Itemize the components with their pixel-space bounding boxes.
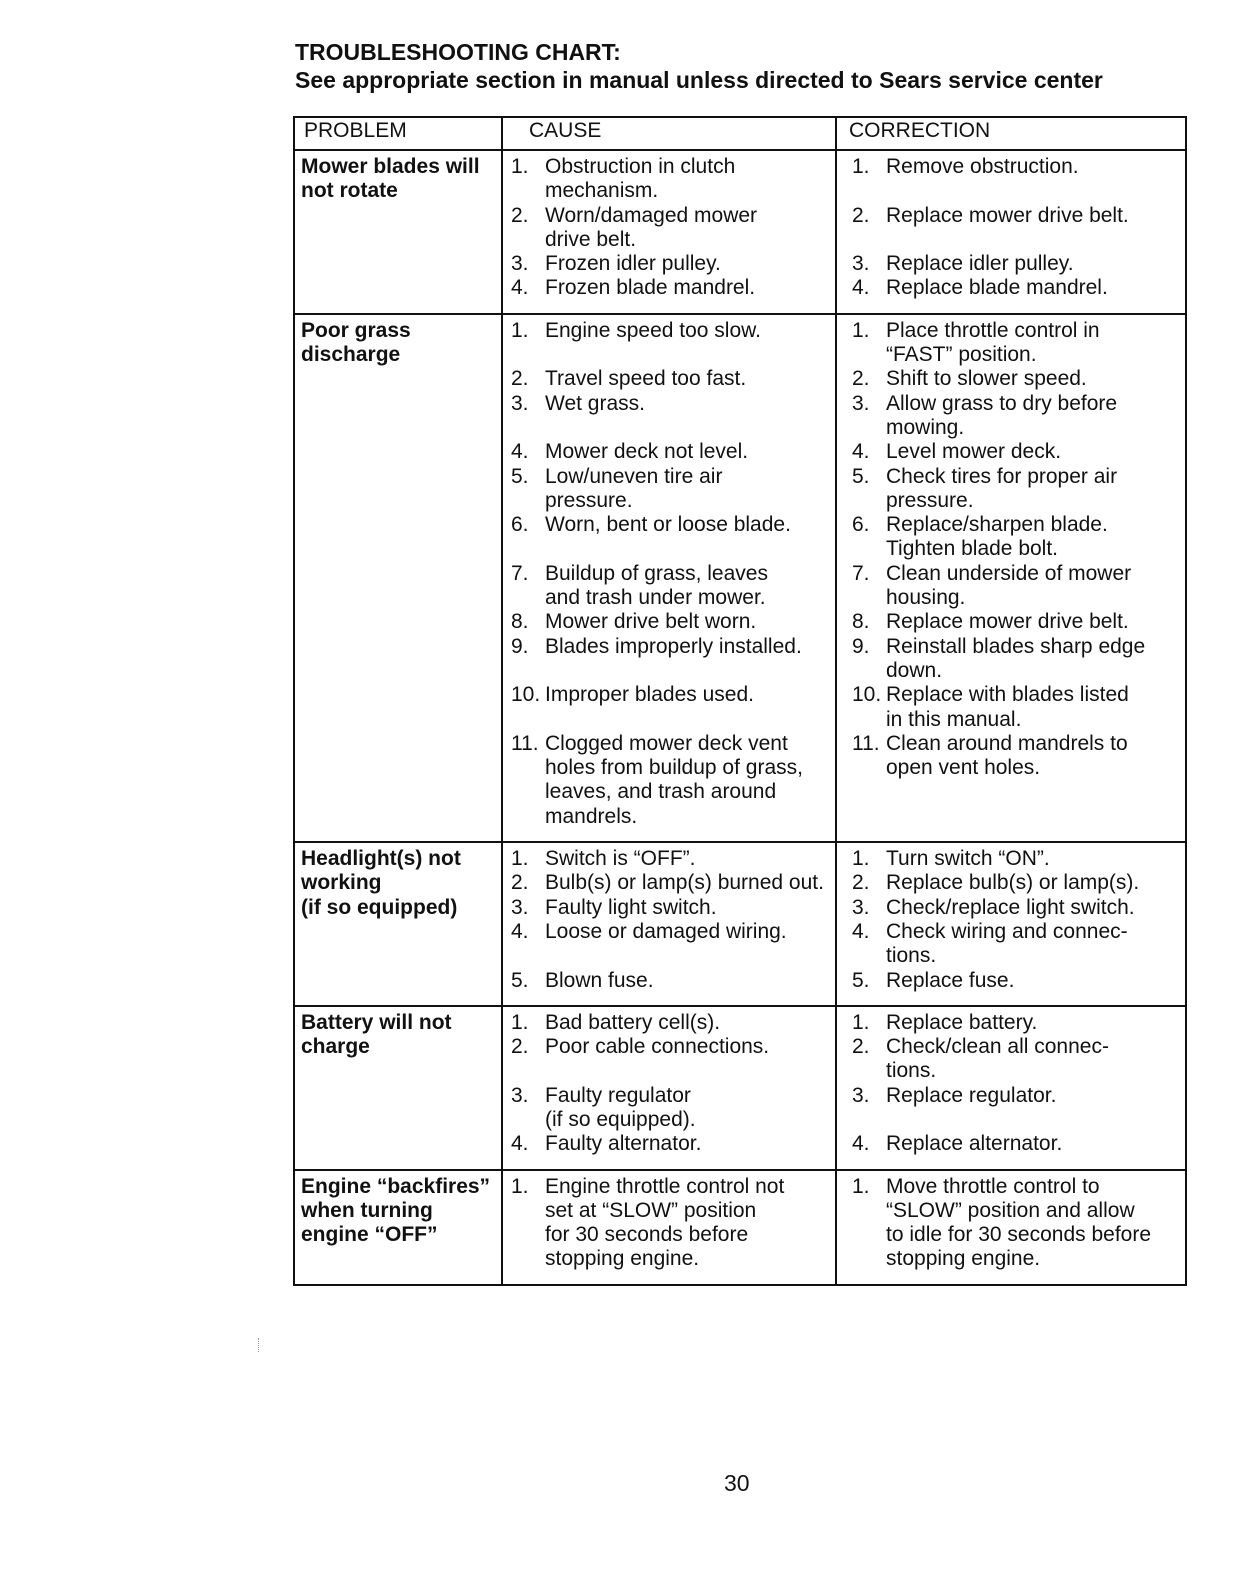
- cause-text-line: Switch is “OFF”.: [545, 847, 696, 871]
- correction-item-number: 4.: [852, 919, 870, 943]
- correction-text-line: Clean underside of mower: [886, 561, 1132, 585]
- spacer: [511, 343, 835, 367]
- cause-item-text: [545, 513, 835, 537]
- correction-item: [852, 252, 1185, 276]
- table-row: [294, 1170, 1186, 1285]
- correction-item-number: 4.: [852, 440, 870, 464]
- problem-text-line: not rotate: [301, 179, 398, 203]
- correction-item: [852, 1084, 1185, 1108]
- problem-text-line: engine “OFF”: [301, 1223, 438, 1247]
- cause-text-line: Mower drive belt worn.: [545, 610, 757, 634]
- spacer: [511, 537, 835, 561]
- correction-item-number: 1.: [852, 318, 870, 342]
- correction-item-text: [886, 920, 1185, 969]
- cause-item-number: 4.: [511, 919, 529, 943]
- correction-item-text: [886, 732, 1185, 781]
- correction-item: [852, 276, 1185, 300]
- correction-text-line: Replace regulator.: [886, 1083, 1057, 1107]
- page-number: 30: [724, 1470, 750, 1496]
- chart-header: [295, 38, 1195, 94]
- correction-text-line: tions.: [886, 944, 937, 968]
- cause-item-number: 3.: [511, 1083, 529, 1107]
- correction-item-number: 3.: [852, 391, 870, 415]
- correction-item-number: 2.: [852, 1035, 870, 1059]
- cause-item-text: [545, 1035, 835, 1059]
- cause-item: [511, 1132, 835, 1156]
- correction-item: [852, 513, 1185, 562]
- cause-item-number: 10.: [511, 683, 541, 707]
- cause-item-number: 8.: [511, 610, 529, 634]
- cause-text-line: Frozen blade mandrel.: [545, 276, 756, 300]
- cause-item: [511, 1035, 835, 1059]
- cause-item: [511, 1175, 835, 1272]
- table-row: [294, 1006, 1186, 1170]
- correction-text-line: stopping engine.: [886, 1247, 1041, 1271]
- correction-item: [852, 392, 1185, 441]
- correction-item: [852, 1132, 1185, 1156]
- correction-text-line: Replace mower drive belt.: [886, 610, 1129, 634]
- correction-text-line: Place throttle control in: [886, 318, 1100, 342]
- correction-item: [852, 204, 1185, 228]
- correction-item-text: [886, 562, 1185, 611]
- correction-item-number: 7.: [852, 561, 870, 585]
- cause-text-line: Mower deck not level.: [545, 440, 749, 464]
- cause-item-text: [545, 683, 835, 707]
- cause-item-number: 4.: [511, 440, 529, 464]
- cause-item-number: 11.: [511, 731, 539, 755]
- correction-item-text: [886, 635, 1185, 684]
- correction-item: [852, 969, 1185, 993]
- cause-item-text: [545, 252, 835, 276]
- correction-item-number: 2.: [852, 203, 870, 227]
- correction-item-text: [886, 155, 1185, 179]
- correction-text-line: down.: [886, 658, 943, 682]
- cause-item-text: [545, 732, 835, 829]
- correction-item: [852, 1175, 1185, 1272]
- table-row: [294, 314, 1186, 842]
- correction-text-line: Tighten blade bolt.: [886, 537, 1059, 561]
- cause-text-line: (if so equipped).: [545, 1107, 696, 1131]
- correction-item: [852, 319, 1185, 368]
- table-header-row: [294, 117, 1186, 150]
- cause-item-text: [545, 440, 835, 464]
- problem-cell: [294, 842, 502, 1006]
- correction-item-number: 5.: [852, 464, 870, 488]
- correction-item-number: 4.: [852, 1132, 870, 1156]
- correction-item-text: [886, 969, 1185, 993]
- cause-text-line: Frozen idler pulley.: [545, 252, 721, 276]
- spacer: [852, 179, 1185, 203]
- cause-item-number: 4.: [511, 1132, 529, 1156]
- column-header-correction: CORRECTION: [836, 117, 1186, 150]
- problem-cell: [294, 150, 502, 314]
- cause-text-line: Low/uneven tire air: [545, 464, 723, 488]
- cause-text-line: drive belt.: [545, 227, 637, 251]
- problem-text-line: (if so equipped): [301, 895, 458, 919]
- correction-text-line: open vent holes.: [886, 756, 1041, 780]
- correction-item: [852, 1035, 1185, 1084]
- correction-text-line: Replace blade mandrel.: [886, 276, 1108, 300]
- problem-text-line: when turning: [301, 1198, 433, 1222]
- correction-cell: [836, 314, 1186, 842]
- correction-text-line: Turn switch “ON”.: [886, 847, 1050, 871]
- spacer: [511, 944, 835, 968]
- cause-text-line: Travel speed too fast.: [545, 367, 747, 391]
- cause-item-number: 9.: [511, 634, 529, 658]
- correction-text-line: Replace alternator.: [886, 1132, 1063, 1156]
- problem-text-line: Poor grass: [301, 318, 411, 342]
- cause-cell: [502, 314, 836, 842]
- correction-text-line: Replace with blades listed: [886, 683, 1129, 707]
- cause-item: [511, 920, 835, 944]
- cause-item: [511, 1011, 835, 1035]
- page-title: TROUBLESHOOTING CHART:: [295, 39, 621, 65]
- cause-item-text: [545, 1175, 835, 1272]
- cause-item-number: 1.: [511, 318, 529, 342]
- cause-item-text: [545, 276, 835, 300]
- cause-item: [511, 440, 835, 464]
- correction-text-line: housing.: [886, 586, 966, 610]
- cause-item-text: [545, 1084, 835, 1133]
- cause-item: [511, 969, 835, 993]
- correction-item: [852, 732, 1185, 781]
- correction-item-text: [886, 465, 1185, 514]
- correction-text-line: in this manual.: [886, 707, 1022, 731]
- correction-item-text: [886, 610, 1185, 634]
- cause-item: [511, 513, 835, 537]
- cause-text-line: Poor cable connections.: [545, 1035, 770, 1059]
- cause-item-text: [545, 847, 835, 871]
- cause-item: [511, 319, 835, 343]
- correction-item: [852, 465, 1185, 514]
- cause-item-number: 3.: [511, 391, 529, 415]
- cause-item: [511, 252, 835, 276]
- cause-item-text: [545, 969, 835, 993]
- cause-item: [511, 610, 835, 634]
- column-header-problem: PROBLEM: [294, 117, 502, 150]
- correction-item-number: 1.: [852, 1174, 870, 1198]
- cause-cell: [502, 1006, 836, 1170]
- cause-text-line: Blades improperly installed.: [545, 634, 802, 658]
- correction-item-number: 5.: [852, 968, 870, 992]
- cause-item-number: 1.: [511, 1174, 529, 1198]
- spacer: [852, 1108, 1185, 1132]
- cause-text-line: stopping engine.: [545, 1247, 700, 1271]
- cause-item-text: [545, 392, 835, 416]
- correction-text-line: to idle for 30 seconds before: [886, 1223, 1152, 1247]
- cause-item-number: 5.: [511, 464, 529, 488]
- correction-item-text: [886, 847, 1185, 871]
- correction-item: [852, 683, 1185, 732]
- correction-item-text: [886, 871, 1185, 895]
- correction-item: [852, 920, 1185, 969]
- correction-text-line: Reinstall blades sharp edge: [886, 634, 1146, 658]
- correction-item: [852, 635, 1185, 684]
- correction-item-number: 11.: [852, 731, 880, 755]
- correction-text-line: tions.: [886, 1059, 937, 1083]
- correction-text-line: Remove obstruction.: [886, 155, 1079, 178]
- cause-item: [511, 392, 835, 416]
- cause-item-text: [545, 319, 835, 343]
- correction-item: [852, 367, 1185, 391]
- cause-text-line: Faulty alternator.: [545, 1132, 702, 1156]
- cause-item-number: 1.: [511, 847, 529, 871]
- correction-item: [852, 847, 1185, 871]
- cause-item-text: [545, 920, 835, 944]
- cause-item-number: 1.: [511, 1010, 529, 1034]
- cause-item-text: [545, 610, 835, 634]
- cause-item-number: 7.: [511, 561, 529, 585]
- cause-cell: [502, 150, 836, 314]
- correction-text-line: Check tires for proper air: [886, 464, 1118, 488]
- correction-item-number: 4.: [852, 276, 870, 300]
- correction-item-text: [886, 204, 1185, 228]
- correction-text-line: Allow grass to dry before: [886, 391, 1118, 415]
- correction-item-text: [886, 367, 1185, 391]
- correction-item-number: 3.: [852, 895, 870, 919]
- cause-text-line: Blown fuse.: [545, 968, 654, 992]
- problem-cell: [294, 314, 502, 842]
- cause-item-number: 2.: [511, 871, 529, 895]
- cause-text-line: Loose or damaged wiring.: [545, 919, 787, 943]
- correction-text-line: Replace bulb(s) or lamp(s).: [886, 871, 1140, 895]
- cause-text-line: Bad battery cell(s).: [545, 1010, 721, 1034]
- correction-item-text: [886, 896, 1185, 920]
- correction-text-line: Check/replace light switch.: [886, 895, 1135, 919]
- problem-text-line: Headlight(s) not: [301, 847, 461, 871]
- cause-text-line: mandrels.: [545, 804, 638, 828]
- correction-item-text: [886, 1084, 1185, 1108]
- correction-item-number: 1.: [852, 847, 870, 871]
- correction-item-number: 3.: [852, 252, 870, 276]
- cause-item-text: [545, 1132, 835, 1156]
- cause-item: [511, 465, 835, 514]
- correction-item-number: 1.: [852, 155, 870, 178]
- correction-item-text: [886, 513, 1185, 562]
- correction-item-text: [886, 319, 1185, 368]
- problem-text-line: Mower blades will: [301, 155, 480, 178]
- correction-cell: [836, 842, 1186, 1006]
- cause-item-text: [545, 155, 835, 204]
- cause-item-number: 2.: [511, 367, 529, 391]
- spacer: [511, 659, 835, 683]
- cause-item-number: 1.: [511, 155, 529, 178]
- correction-item-text: [886, 683, 1185, 732]
- correction-item-text: [886, 276, 1185, 300]
- cause-text-line: set at “SLOW” position: [545, 1198, 757, 1222]
- problem-cell: [294, 1170, 502, 1285]
- correction-text-line: Level mower deck.: [886, 440, 1062, 464]
- correction-item-number: 2.: [852, 871, 870, 895]
- table-row: [294, 150, 1186, 314]
- correction-cell: [836, 1006, 1186, 1170]
- correction-item-text: [886, 440, 1185, 464]
- correction-item-text: [886, 252, 1185, 276]
- cause-item-text: [545, 465, 835, 514]
- correction-item-number: 3.: [852, 1083, 870, 1107]
- cause-item-number: 6.: [511, 513, 529, 537]
- cause-text-line: Buildup of grass, leaves: [545, 561, 768, 585]
- cause-item-text: [545, 562, 835, 611]
- margin-mark: [258, 1338, 261, 1352]
- cause-text-line: Engine speed too slow.: [545, 318, 761, 342]
- correction-item-number: 10.: [852, 683, 882, 707]
- cause-text-line: Faulty light switch.: [545, 895, 717, 919]
- cause-item: [511, 367, 835, 391]
- spacer: [511, 708, 835, 732]
- cause-item: [511, 276, 835, 300]
- correction-item-text: [886, 1035, 1185, 1084]
- correction-text-line: Replace mower drive belt.: [886, 203, 1129, 227]
- problem-text-line: working: [301, 871, 382, 895]
- cause-text-line: Engine throttle control not: [545, 1174, 785, 1198]
- cause-text-line: Worn, bent or loose blade.: [545, 513, 791, 537]
- correction-item: [852, 562, 1185, 611]
- cause-text-line: for 30 seconds before: [545, 1223, 749, 1247]
- cause-item: [511, 1084, 835, 1133]
- correction-item: [852, 896, 1185, 920]
- cause-text-line: Bulb(s) or lamp(s) burned out.: [545, 871, 824, 895]
- cause-item-text: [545, 367, 835, 391]
- cause-text-line: Faulty regulator: [545, 1083, 691, 1107]
- correction-item-number: 8.: [852, 610, 870, 634]
- cause-text-line: and trash under mower.: [545, 586, 766, 610]
- correction-item: [852, 1011, 1185, 1035]
- cause-item: [511, 683, 835, 707]
- column-header-cause: CAUSE: [502, 117, 836, 150]
- problem-cell: [294, 1006, 502, 1170]
- cause-item-text: [545, 1011, 835, 1035]
- cause-text-line: pressure.: [545, 488, 633, 512]
- cause-cell: [502, 842, 836, 1006]
- correction-cell: [836, 1170, 1186, 1285]
- cause-item-text: [545, 896, 835, 920]
- correction-item-number: 1.: [852, 1010, 870, 1034]
- cause-item: [511, 155, 835, 204]
- correction-item: [852, 871, 1185, 895]
- cause-text-line: Obstruction in clutch: [545, 155, 736, 178]
- problem-text-line: discharge: [301, 343, 401, 367]
- cause-item-number: 3.: [511, 895, 529, 919]
- cause-cell: [502, 1170, 836, 1285]
- spacer: [511, 416, 835, 440]
- problem-text-line: charge: [301, 1035, 370, 1059]
- correction-item-number: 9.: [852, 634, 870, 658]
- cause-text-line: Improper blades used.: [545, 683, 754, 707]
- correction-text-line: mowing.: [886, 415, 965, 439]
- correction-text-line: pressure.: [886, 488, 974, 512]
- correction-item: [852, 155, 1185, 179]
- correction-text-line: Replace/sharpen blade.: [886, 513, 1108, 537]
- cause-text-line: leaves, and trash around: [545, 780, 777, 804]
- cause-text-line: holes from buildup of grass,: [545, 756, 803, 780]
- cause-item-text: [545, 204, 835, 253]
- table-row: [294, 842, 1186, 1006]
- correction-item: [852, 440, 1185, 464]
- cause-item-number: 2.: [511, 1035, 529, 1059]
- correction-item-text: [886, 1011, 1185, 1035]
- correction-cell: [836, 150, 1186, 314]
- cause-text-line: Clogged mower deck vent: [545, 731, 788, 755]
- spacer: [511, 1059, 835, 1083]
- correction-text-line: Clean around mandrels to: [886, 731, 1128, 755]
- cause-item-text: [545, 635, 835, 659]
- correction-text-line: “FAST” position.: [886, 343, 1037, 367]
- correction-item: [852, 610, 1185, 634]
- cause-item: [511, 896, 835, 920]
- cause-item-text: [545, 871, 835, 895]
- correction-text-line: Replace idler pulley.: [886, 252, 1074, 276]
- correction-text-line: Move throttle control to: [886, 1174, 1100, 1198]
- correction-item-text: [886, 1132, 1185, 1156]
- cause-text-line: mechanism.: [545, 179, 659, 203]
- cause-text-line: Wet grass.: [545, 391, 645, 415]
- cause-item-number: 5.: [511, 968, 529, 992]
- cause-item: [511, 635, 835, 659]
- correction-text-line: Check/clean all connec-: [886, 1035, 1109, 1059]
- cause-item: [511, 562, 835, 611]
- correction-item-number: 2.: [852, 367, 870, 391]
- cause-item-number: 2.: [511, 203, 529, 227]
- correction-text-line: “SLOW” position and allow: [886, 1198, 1135, 1222]
- problem-text-line: Battery will not: [301, 1010, 452, 1034]
- table-body: [294, 150, 1186, 1285]
- cause-item: [511, 732, 835, 829]
- correction-item-text: [886, 392, 1185, 441]
- cause-item: [511, 847, 835, 871]
- correction-text-line: Check wiring and connec-: [886, 919, 1128, 943]
- correction-item-text: [886, 1175, 1185, 1272]
- problem-text-line: Engine “backfires”: [301, 1174, 491, 1198]
- cause-item-number: 3.: [511, 252, 529, 276]
- cause-item: [511, 871, 835, 895]
- page-subtitle: See appropriate section in manual unless directed to Sears service center: [295, 67, 1103, 93]
- correction-text-line: Replace battery.: [886, 1010, 1038, 1034]
- correction-text-line: Shift to slower speed.: [886, 367, 1087, 391]
- cause-text-line: Worn/damaged mower: [545, 203, 758, 227]
- spacer: [852, 228, 1185, 252]
- cause-item: [511, 204, 835, 253]
- correction-item-number: 6.: [852, 513, 870, 537]
- cause-item-number: 4.: [511, 276, 529, 300]
- troubleshooting-table: [293, 116, 1187, 1286]
- correction-text-line: Replace fuse.: [886, 968, 1015, 992]
